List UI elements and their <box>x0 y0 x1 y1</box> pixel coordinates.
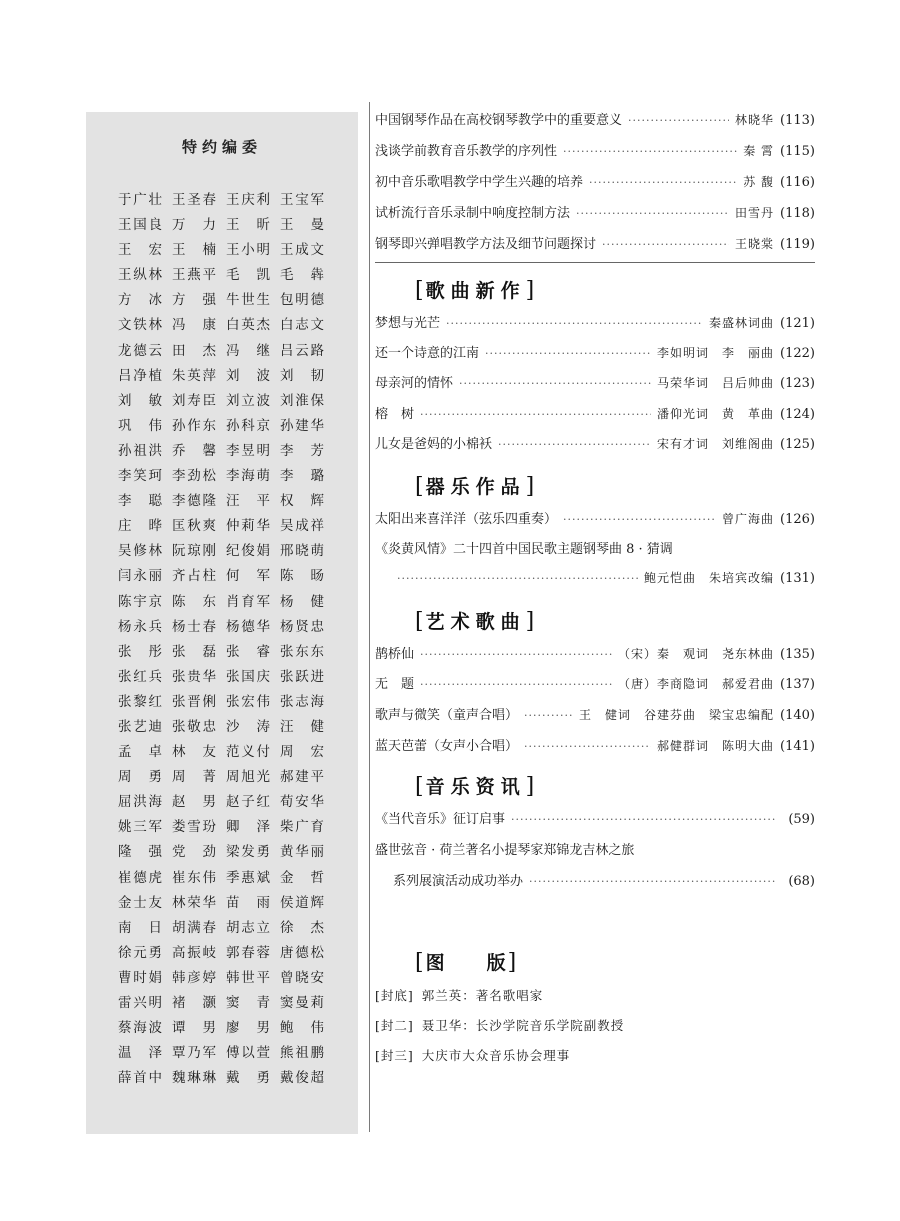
board-member-name: 王燕平 <box>172 267 216 284</box>
board-member-name: 何 军 <box>226 568 270 585</box>
section-separator <box>375 262 815 263</box>
board-member-name: 方 冰 <box>118 292 162 309</box>
board-member-name: 韩世平 <box>226 969 270 986</box>
board-member-name: 张志海 <box>280 693 324 710</box>
board-member-name: 范义付 <box>226 744 270 761</box>
toc-entry[interactable]: 钢琴即兴弹唱教学方法及细节问题探讨 ····· 王晓棠 (119) <box>375 233 815 252</box>
board-member-name: 王圣春 <box>172 192 216 208</box>
plate-item: [封二] 聂卫华：长沙学院音乐学院副教授 <box>375 1018 625 1033</box>
board-member-name: 张 彤 <box>118 643 162 660</box>
board-member-name: 田 杰 <box>172 342 216 359</box>
board-member-name: 肖育军 <box>226 593 270 610</box>
board-member-name: 于广壮 <box>118 192 162 208</box>
board-member-name: 杨 健 <box>280 593 324 610</box>
board-member-name: 张 睿 <box>226 643 270 660</box>
editorial-board-panel <box>86 112 358 1134</box>
board-member-name: 郭春蓉 <box>226 944 270 961</box>
board-member-name: 娄雪玢 <box>172 819 216 836</box>
board-member-name: 周旭光 <box>226 769 270 786</box>
board-member-name: 窦 青 <box>226 995 270 1011</box>
board-member-name: 周 宏 <box>280 744 324 761</box>
board-member-name: 齐占柱 <box>172 568 216 585</box>
board-member-name: 刘 韧 <box>280 367 324 384</box>
toc-entry[interactable]: 浅谈学前教育音乐教学的序列性 ····· 秦 霄 (115) <box>375 140 815 159</box>
board-member-name: 王庆利 <box>226 192 270 208</box>
board-member-name: 周 菁 <box>172 769 216 786</box>
board-member-name: 陈宇京 <box>118 593 162 610</box>
toc-entry-title[interactable]: 《炎黄风情》二十四首中国民歌主题钢琴曲 8 · 猜调 <box>375 542 673 557</box>
board-member-name: 王宝军 <box>280 192 324 208</box>
board-member-name: 王 曼 <box>280 217 324 234</box>
toc-entry-continuation[interactable]: 系列展演活动成功举办 ····· (68) <box>375 870 815 889</box>
board-member-name: 张贵华 <box>172 668 216 685</box>
board-member-name: 白志文 <box>280 317 324 334</box>
toc-entry[interactable]: 无 题 ····· （唐）李商隐词 郝爱君曲 (137) <box>375 673 815 692</box>
board-member-name: 温 泽 <box>118 1045 162 1062</box>
board-member-name: 李笑珂 <box>118 468 162 485</box>
board-member-name: 杨贤忠 <box>280 618 324 635</box>
board-member-name: 杨士春 <box>172 618 216 635</box>
board-member-name: 覃乃军 <box>172 1045 216 1062</box>
editorial-board-names <box>118 188 358 1091</box>
board-member-name: 庄 晔 <box>118 518 162 535</box>
board-member-name: 张东东 <box>280 643 324 660</box>
board-member-name: 鲍 伟 <box>280 1020 324 1037</box>
board-member-name: 张晋俐 <box>172 693 216 710</box>
section-heading-songs: [歌曲新作] <box>415 278 537 303</box>
board-member-name: 吴成祥 <box>280 518 324 535</box>
board-member-name: 胡志立 <box>226 919 270 936</box>
board-member-name: 李 璐 <box>280 468 324 485</box>
toc-entry[interactable]: 蓝天芭蕾（女声小合唱） ····· 郝健群词 陈明大曲 (141) <box>375 735 815 754</box>
board-member-name: 朱英萍 <box>172 367 216 384</box>
board-member-name: 郝建平 <box>280 769 324 786</box>
board-member-name: 褚 灏 <box>172 995 216 1011</box>
board-member-name: 屈洪海 <box>118 794 162 811</box>
board-member-name: 纪俊娟 <box>226 543 270 560</box>
board-member-name: 文铁林 <box>118 317 162 334</box>
board-member-name: 林荣华 <box>172 894 216 911</box>
board-member-name: 张国庆 <box>226 668 270 685</box>
board-member-name: 孙科京 <box>226 417 270 434</box>
board-member-name: 李 芳 <box>280 442 324 459</box>
board-member-name: 魏琳琳 <box>172 1070 216 1087</box>
board-member-name: 吴修林 <box>118 543 162 560</box>
board-member-name: 王 楠 <box>172 242 216 259</box>
toc-entry-title[interactable]: 盛世弦音 · 荷兰著名小提琴家郑锦龙吉林之旅 <box>375 843 635 858</box>
toc-entry[interactable]: 母亲河的情怀 ····· 马荣华词 吕后帅曲 (123) <box>375 372 815 391</box>
board-member-name: 戴俊超 <box>280 1070 324 1087</box>
toc-entry[interactable]: 梦想与光芒 ····· 秦盛林词曲 (121) <box>375 312 815 331</box>
board-member-name: 南 日 <box>118 919 162 936</box>
board-member-name: 崔东伟 <box>172 869 216 886</box>
board-member-name: 李德隆 <box>172 493 216 510</box>
board-member-name: 王纵林 <box>118 267 162 284</box>
board-member-name: 方 强 <box>172 292 216 309</box>
board-member-name: 赵 男 <box>172 794 216 811</box>
plate-item: [封底] 郭兰英：著名歌唱家 <box>375 988 544 1003</box>
board-member-name: 孙作东 <box>172 417 216 434</box>
board-member-name: 韩彦婷 <box>172 969 216 986</box>
board-member-name: 杨永兵 <box>118 618 162 635</box>
board-member-name: 李劲松 <box>172 468 216 485</box>
board-member-name: 谭 男 <box>172 1020 216 1037</box>
toc-entry[interactable]: 《当代音乐》征订启事 ····· (59) <box>375 808 815 827</box>
board-member-name: 梁发勇 <box>226 844 270 861</box>
toc-entry[interactable]: 歌声与微笑（童声合唱） ····· 王 健词 谷建芬曲 梁宝忠编配 (140) <box>375 704 815 723</box>
section-heading-art-songs: [艺术歌曲] <box>415 609 537 634</box>
board-member-name: 熊祖鹏 <box>280 1045 324 1062</box>
board-member-name: 张红兵 <box>118 668 162 685</box>
board-member-name: 权 辉 <box>280 493 324 510</box>
toc-entry[interactable]: 太阳出来喜洋洋（弦乐四重奏） ····· 曾广海曲 (126) <box>375 508 815 527</box>
board-member-name: 张敬忠 <box>172 718 216 735</box>
toc-entry[interactable]: 试析流行音乐录制中响度控制方法 ····· 田雪丹 (118) <box>375 202 815 221</box>
board-member-name: 李昱明 <box>226 442 270 459</box>
board-member-name: 姚三军 <box>118 819 162 836</box>
board-member-name: 冯 康 <box>172 317 216 334</box>
board-member-name: 刘淮保 <box>280 392 324 409</box>
board-member-name: 张跃进 <box>280 668 324 685</box>
board-member-name: 王 昕 <box>226 217 270 234</box>
board-member-name: 党 劲 <box>172 844 216 861</box>
board-member-name: 季惠斌 <box>226 869 270 886</box>
board-member-name: 李 聪 <box>118 493 162 510</box>
board-member-name: 万 力 <box>172 217 216 234</box>
board-member-name: 隆 强 <box>118 844 162 861</box>
column-divider <box>369 102 370 1132</box>
board-member-name: 白英杰 <box>226 317 270 334</box>
board-member-name: 邢晓萌 <box>280 543 324 560</box>
board-member-name: 周 勇 <box>118 769 162 786</box>
board-member-name: 汪 平 <box>226 493 270 510</box>
board-member-name: 蔡海波 <box>118 1020 162 1037</box>
board-member-name: 金士友 <box>118 894 162 911</box>
board-member-name: 戴 勇 <box>226 1070 270 1087</box>
board-member-name: 孙祖洪 <box>118 442 162 459</box>
board-member-name: 张宏伟 <box>226 693 270 710</box>
section-heading-plates: [图 版] <box>415 950 519 975</box>
board-member-name: 沙 涛 <box>226 718 270 735</box>
board-member-name: 崔德虎 <box>118 869 162 886</box>
board-member-name: 孟 卓 <box>118 744 162 761</box>
board-member-name: 胡满春 <box>172 919 216 936</box>
section-heading-music-news: [音乐资讯] <box>415 774 537 799</box>
board-member-name: 王国良 <box>118 217 162 234</box>
board-member-name: 包明德 <box>280 292 324 309</box>
board-member-name: 龙德云 <box>118 342 162 359</box>
board-member-name: 吕净植 <box>118 367 162 384</box>
toc-entry[interactable]: 鹊桥仙 ····· （宋）秦 观词 尧东林曲 (135) <box>375 643 815 662</box>
toc-entry-continuation[interactable]: ····· 鲍元恺曲 朱培宾改编 (131) <box>375 569 815 586</box>
board-member-name: 仲莉华 <box>226 518 270 535</box>
board-member-name: 高振岐 <box>172 944 216 961</box>
board-member-name: 张艺迪 <box>118 718 162 735</box>
board-member-name: 陈 旸 <box>280 568 324 585</box>
board-member-name: 卿 泽 <box>226 819 270 836</box>
board-member-name: 荀安华 <box>280 794 324 811</box>
board-member-name: 唐德松 <box>280 944 324 961</box>
toc-entry[interactable]: 初中音乐歌唱教学中学生兴趣的培养 ····· 苏 馥 (116) <box>375 171 815 190</box>
board-member-name: 苗 雨 <box>226 894 270 911</box>
board-member-name: 王小明 <box>226 242 270 259</box>
board-member-name: 侯道辉 <box>280 894 324 911</box>
board-member-name: 刘 波 <box>226 367 270 384</box>
board-member-name: 柴广育 <box>280 819 324 836</box>
board-member-name: 毛 凯 <box>226 267 270 284</box>
board-member-name: 阮琼刚 <box>172 543 216 560</box>
board-member-name: 金 哲 <box>280 869 324 886</box>
board-member-name: 刘 敏 <box>118 392 162 409</box>
board-member-name: 巩 伟 <box>118 417 162 434</box>
board-member-name: 窦曼莉 <box>280 995 324 1011</box>
board-member-name: 陈 东 <box>172 593 216 610</box>
board-member-name: 汪 健 <box>280 718 324 735</box>
board-member-name: 徐元勇 <box>118 944 162 961</box>
board-member-name: 毛 犇 <box>280 267 324 284</box>
editorial-board-title: 特约编委 <box>181 138 262 156</box>
board-member-name: 曹时娟 <box>118 969 162 986</box>
board-member-name: 牛世生 <box>226 292 270 309</box>
board-member-name: 黄华丽 <box>280 844 324 861</box>
board-member-name: 廖 男 <box>226 1020 270 1037</box>
board-member-name: 张 磊 <box>172 643 216 660</box>
board-member-name: 孙建华 <box>280 417 324 434</box>
board-member-name: 傅以萱 <box>226 1045 270 1062</box>
board-member-name: 匡秋爽 <box>172 518 216 535</box>
board-member-name: 雷兴明 <box>118 995 162 1011</box>
board-member-name: 王成文 <box>280 242 324 259</box>
board-member-name: 赵子红 <box>226 794 270 811</box>
board-member-name: 杨德华 <box>226 618 270 635</box>
board-member-name: 刘寿臣 <box>172 392 216 409</box>
board-member-name: 曾晓安 <box>280 969 324 986</box>
board-member-name: 闫永丽 <box>118 568 162 585</box>
board-member-name: 林 友 <box>172 744 216 761</box>
toc-entry[interactable]: 中国钢琴作品在高校钢琴教学中的重要意义 ····· 林晓华 (113) <box>375 109 815 128</box>
board-member-name: 徐 杰 <box>280 919 324 936</box>
plate-item: [封三] 大庆市大众音乐协会理事 <box>375 1048 571 1063</box>
board-member-name: 刘立波 <box>226 392 270 409</box>
toc-entry[interactable]: 儿女是爸妈的小棉袄 ····· 宋有才词 刘维阁曲 (125) <box>375 433 815 452</box>
board-member-name: 乔 馨 <box>172 442 216 459</box>
board-member-name: 吕云路 <box>280 342 324 359</box>
toc-entry[interactable]: 榕 树 ····· 潘仰光词 黄 革曲 (124) <box>375 403 815 422</box>
board-member-name: 张黎红 <box>118 693 162 710</box>
toc-entry[interactable]: 还一个诗意的江南 ····· 李如明词 李 丽曲 (122) <box>375 342 815 361</box>
section-heading-instrumental: [器乐作品] <box>415 474 537 499</box>
board-member-name: 薛首中 <box>118 1070 162 1087</box>
board-member-name: 冯 继 <box>226 342 270 359</box>
board-member-name: 王 宏 <box>118 242 162 259</box>
board-member-name: 李海萌 <box>226 468 270 485</box>
